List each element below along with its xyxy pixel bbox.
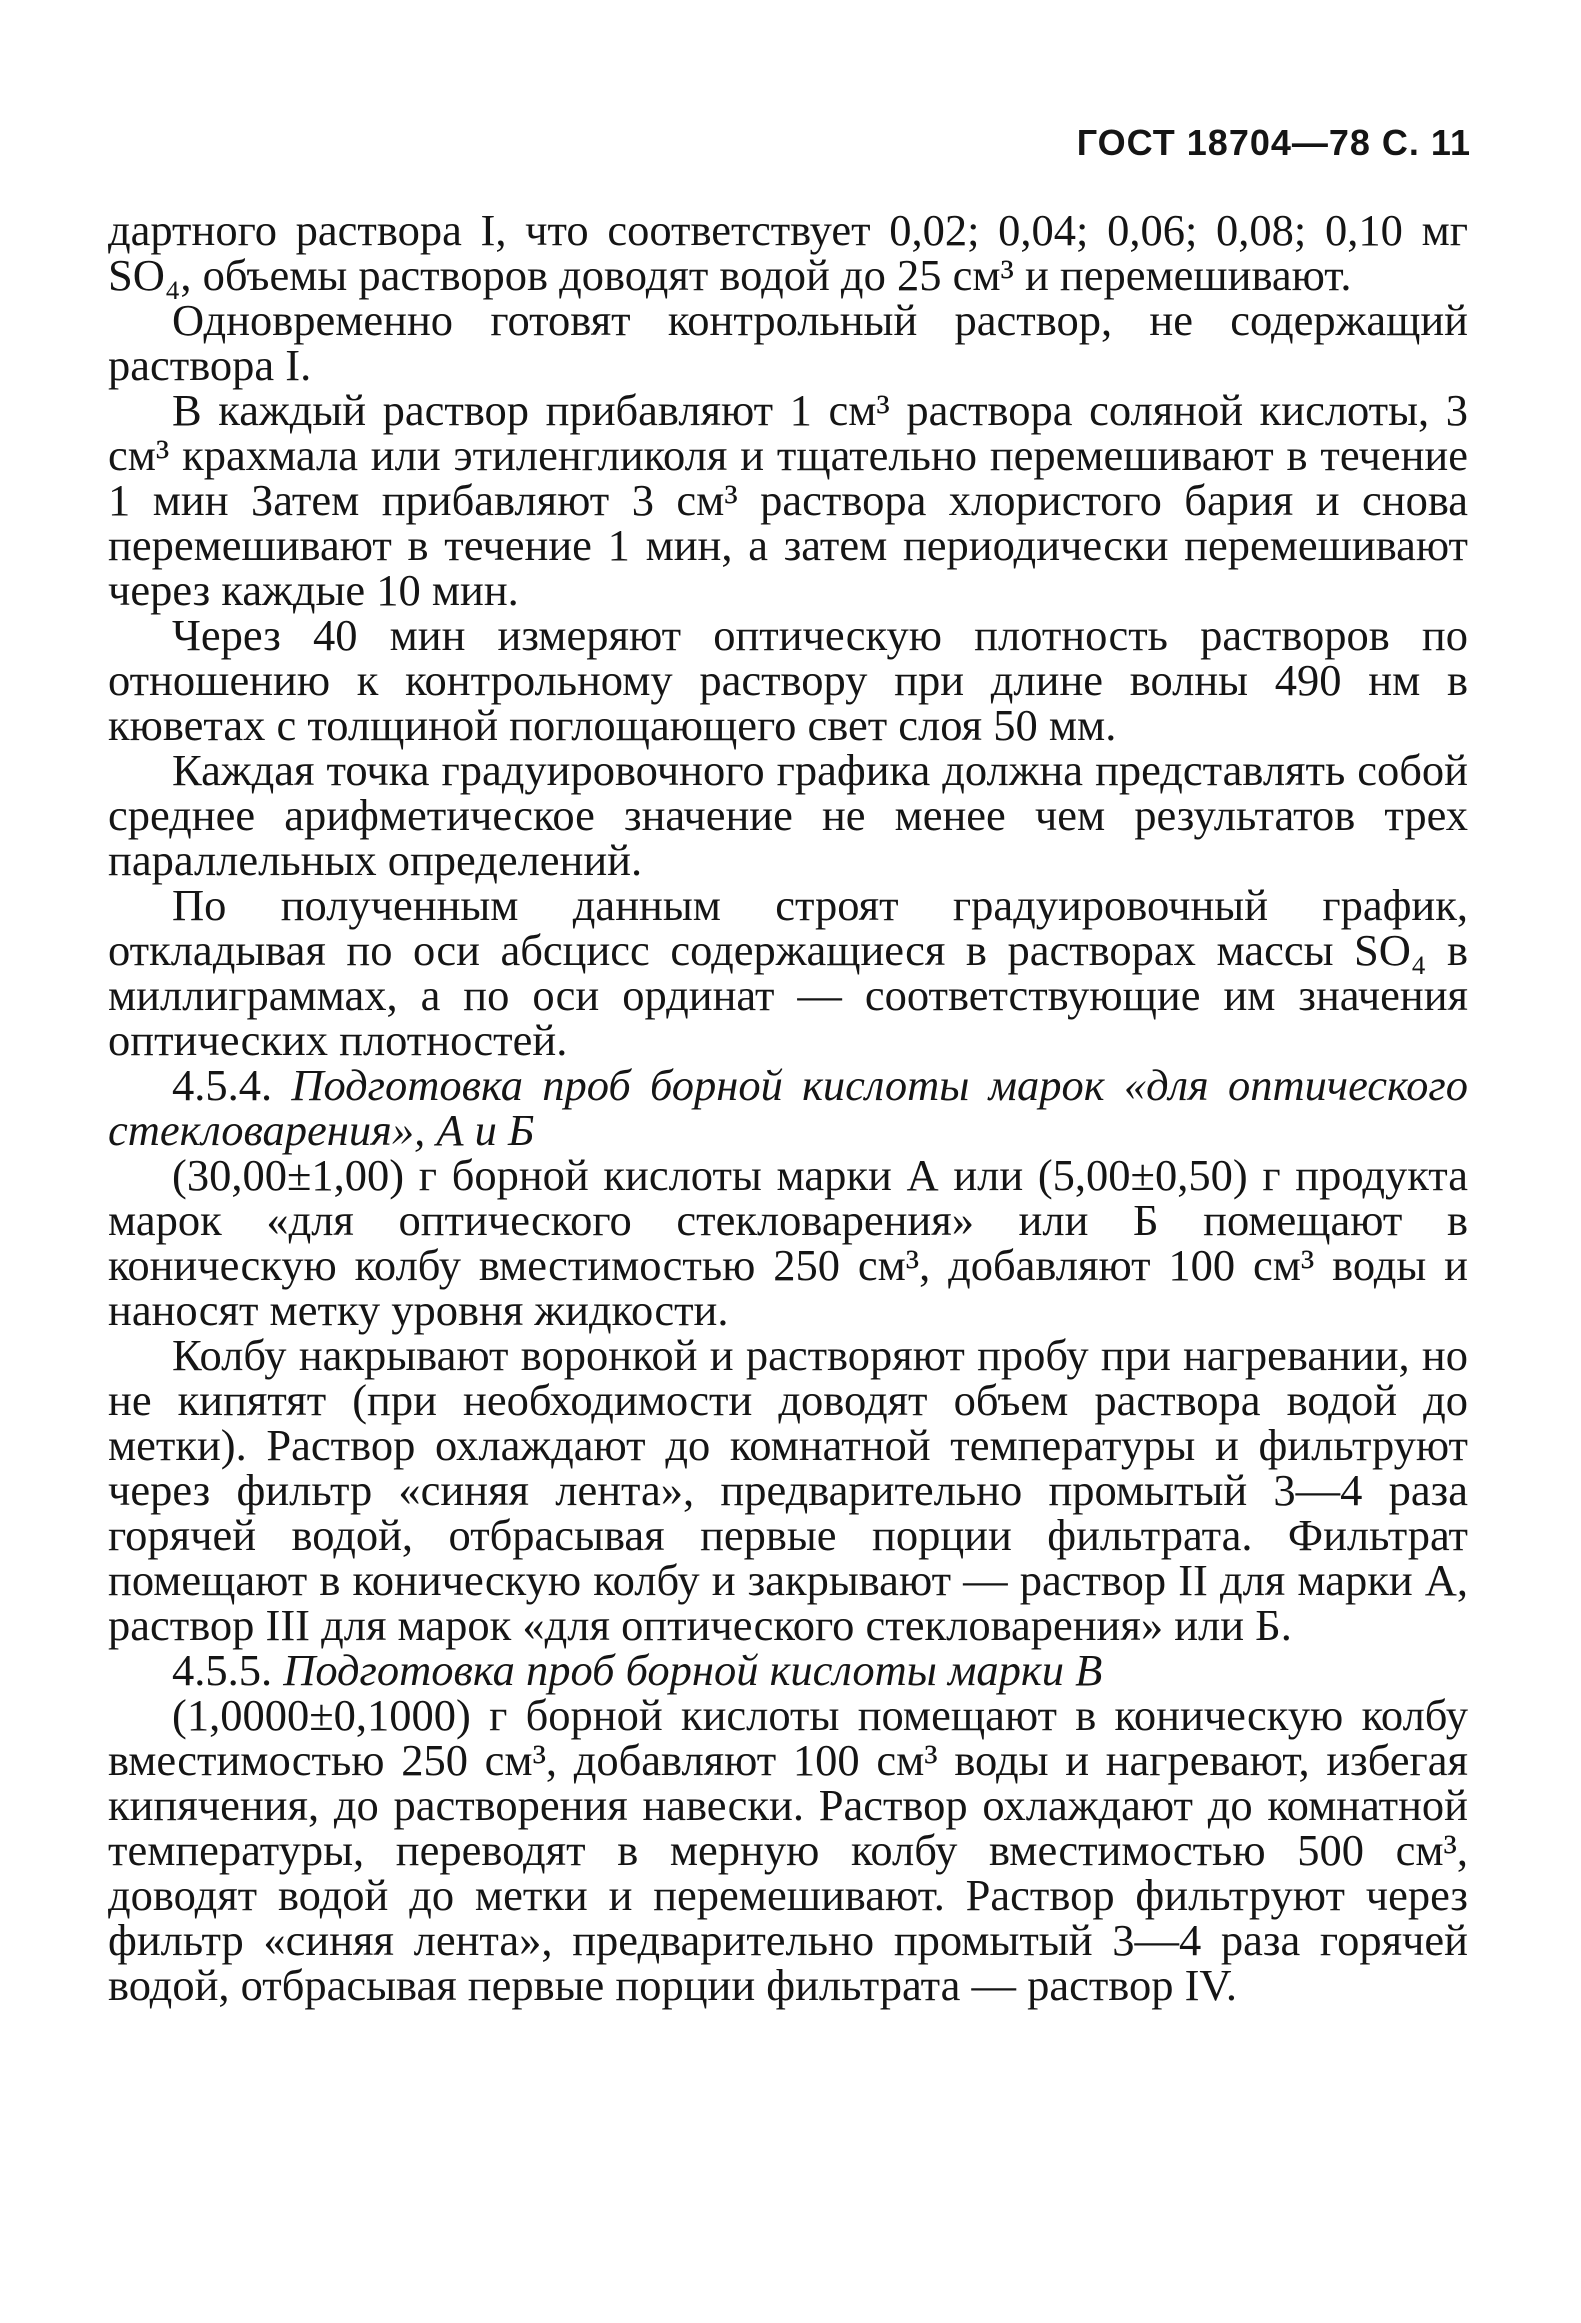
paragraph: Через 40 мин измеряют оптическую плотность растворов по отношению к контрольному раствору при длине волны 490 нм в кюветах с толщиной поглощающего свет слоя 50 мм. (108, 610, 1468, 750)
section-number: 4.5.5. (172, 1645, 273, 1695)
paragraph: дартного раствора I, что соответствует 0,02; 0,04; 0,06; 0,08; 0,10 мг SO₄, объемы растворов доводят водой до 25 см³ и перемешивают. (108, 205, 1468, 300)
section-heading-4-5-4 (108, 1060, 1468, 1155)
section-title: Подготовка проб борной кислоты марки В (283, 1645, 1103, 1695)
paragraph: (30,00±1,00) г борной кислоты марки А или (5,00±0,50) г продукта марок «для оптического стекловарения» или Б помещают в коническую колбу вместимостью 250 см³, добавляют 100 см³ воды и наносят метку уровня жидкости. (108, 1150, 1468, 1335)
body-text (108, 205, 1468, 2010)
paragraph: В каждый раствор прибавляют 1 см³ раствора соляной кислоты, 3 см³ крахмала или этиленгликоля и тщательно перемешивают в течение 1 мин Затем прибавляют 3 см³ раствора хлористого бария и снова перемешивают в течение 1 мин, а затем периодически перемешивают через каждые 10 мин. (108, 385, 1468, 615)
paragraph: Каждая точка градуировочного графика должна представлять собой среднее арифметическое значение не менее чем результатов трех параллельных определений. (108, 745, 1468, 885)
paragraph: Одновременно готовят контрольный раствор, не содержащий раствора I. (108, 295, 1468, 390)
paragraph: Колбу накрывают воронкой и растворяют пробу при нагревании, но не кипятят (при необходимости доводят объем раствора водой до метки). Раствор охлаждают до комнатной температуры и фильтруют через фильтр «синяя лента», предварительно промытый 3—4 раза горячей водой, отбрасывая первые порции фильтрата. Фильтрат помещают в коническую колбу и закрывают — раствор II для марки А, раствор III для марок «для оптического стекловарения» или Б. (108, 1330, 1468, 1650)
paragraph: По полученным данным строят градуировочный график, откладывая по оси абсцисс содержащиеся в растворах массы SO₄ в миллиграммах, а по оси ординат — соответствующие им значения оптических плотностей. (108, 880, 1468, 1065)
running-head: ГОСТ 18704—78 С. 11 (1076, 122, 1471, 163)
section-number: 4.5.4. (172, 1060, 273, 1110)
section-heading-4-5-5 (108, 1645, 1468, 1695)
section-title: Подготовка проб борной кислоты марок «для оптического стекловарения», А и Б (108, 1060, 1468, 1155)
paragraph: (1,0000±0,1000) г борной кислоты помещают в коническую колбу вместимостью 250 см³, добавляют 100 см³ воды и нагревают, избегая кипячения, до растворения навески. Раствор охлаждают до комнатной температуры, переводят в мерную колбу вместимостью 500 см³, доводят водой до метки и перемешивают. Раствор фильтруют через фильтр «синяя лента», предварительно промытый 3—4 раза горячей водой, отбрасывая первые порции фильтрата — раствор IV. (108, 1690, 1468, 2010)
